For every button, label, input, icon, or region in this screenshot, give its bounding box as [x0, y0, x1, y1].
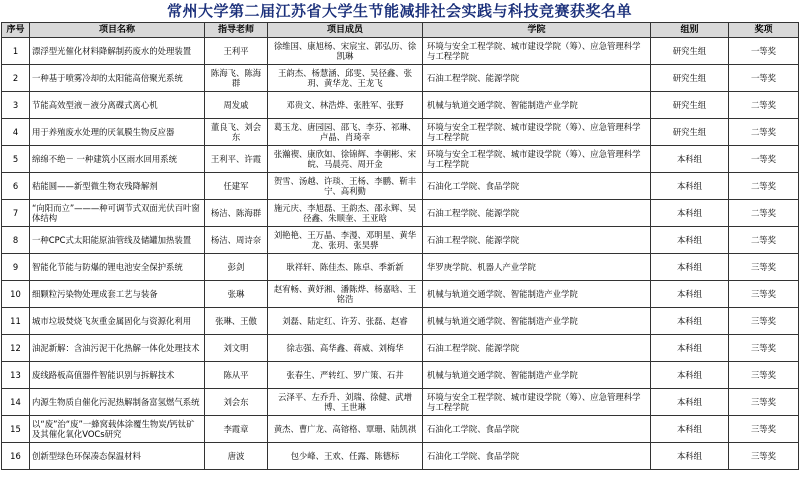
- cell-seq: 5: [2, 146, 30, 173]
- table-header-row: [2, 23, 799, 38]
- cell-seq: 15: [2, 416, 30, 443]
- table-row: [2, 65, 799, 92]
- cell-project-name: 智能化节能与防爆的锂电池安全保护系统: [30, 254, 205, 281]
- table-row: [2, 389, 799, 416]
- cell-seq: 16: [2, 443, 30, 470]
- cell-award: 三等奖: [729, 281, 799, 308]
- cell-award: 三等奖: [729, 416, 799, 443]
- cell-college: 石油工程学院、能源学院: [423, 200, 651, 227]
- cell-teacher: 陈海飞、陈海群: [205, 65, 268, 92]
- cell-seq: 2: [2, 65, 30, 92]
- cell-college: 石油工程学院、能源学院: [423, 65, 651, 92]
- cell-award: 三等奖: [729, 335, 799, 362]
- cell-project-name: 节能高效型液－液分离碟式离心机: [30, 92, 205, 119]
- header-group: 组别: [651, 23, 729, 38]
- cell-group: 本科组: [651, 443, 729, 470]
- table-row: [2, 254, 799, 281]
- cell-members: 贺雪、汤越、许琰、王杨、李鹏、靳丰宁、高利勤: [268, 173, 423, 200]
- cell-seq: 12: [2, 335, 30, 362]
- cell-members: 云泽平、左乔升、刘瑞、徐健、武增博、王世琳: [268, 389, 423, 416]
- cell-members: 包少峰、王欢、任露、陈德标: [268, 443, 423, 470]
- cell-award: 二等奖: [729, 119, 799, 146]
- cell-teacher: 董良飞、刘会东: [205, 119, 268, 146]
- table-row: [2, 146, 799, 173]
- cell-members: 张瀚禊、康欣如、徐锦辉、李朝彬、宋皖、马晨亮、周开金: [268, 146, 423, 173]
- header-college: 学院: [423, 23, 651, 38]
- cell-project-name: 细颗粒污染物处理成套工艺与装备: [30, 281, 205, 308]
- table-row: [2, 200, 799, 227]
- cell-award: 二等奖: [729, 92, 799, 119]
- cell-project-name: 创新型绿色环保凑态保温材料: [30, 443, 205, 470]
- cell-members: 张春生、严转红、罗广策、石井: [268, 362, 423, 389]
- cell-group: 本科组: [651, 389, 729, 416]
- cell-group: 本科组: [651, 200, 729, 227]
- cell-group: 本科组: [651, 173, 729, 200]
- cell-project-name: 以“废”治“废”一蜂窝载体涂覆生物炭/钙钛矿及其催化氧化VOCs研究: [30, 416, 205, 443]
- cell-project-name: 油泥新解：含油污泥干化热解一体化处理技术: [30, 335, 205, 362]
- cell-seq: 13: [2, 362, 30, 389]
- cell-award: 二等奖: [729, 173, 799, 200]
- cell-group: 本科组: [651, 308, 729, 335]
- cell-members: 刘艳艳、王万晶、李漫、邓明星、黄华龙、张玥、张昊骅: [268, 227, 423, 254]
- header-seq: 序号: [2, 23, 30, 38]
- cell-college: 机械与轨道交通学院、智能制造产业学院: [423, 362, 651, 389]
- cell-college: 环境与安全工程学院、城市建设学院（筹）、应急管理科学与工程学院: [423, 119, 651, 146]
- cell-group: 研究生组: [651, 65, 729, 92]
- cell-project-name: 废线路板高值器件智能识别与拆解技术: [30, 362, 205, 389]
- cell-award: 三等奖: [729, 443, 799, 470]
- header-award: 奖项: [729, 23, 799, 38]
- page-title: 常州大学第二届江苏省大学生节能减排社会实践与科技竞赛获奖名单: [166, 2, 632, 20]
- cell-teacher: 刘文明: [205, 335, 268, 362]
- cell-seq: 10: [2, 281, 30, 308]
- cell-award: 一等奖: [729, 38, 799, 65]
- cell-teacher: 任建军: [205, 173, 268, 200]
- cell-members: 徐志强、高华鑫、蒋威、刘梅华: [268, 335, 423, 362]
- cell-college: 石油化工学院、食品学院: [423, 173, 651, 200]
- header-project-name: 项目名称: [30, 23, 205, 38]
- cell-seq: 9: [2, 254, 30, 281]
- cell-award: 三等奖: [729, 254, 799, 281]
- cell-group: 本科组: [651, 254, 729, 281]
- cell-members: 徐维国、康旭杨、宋宸宝、郭弘历、徐凯琳: [268, 38, 423, 65]
- cell-college: 机械与轨道交通学院、智能制造产业学院: [423, 308, 651, 335]
- cell-project-name: 城市垃圾焚烧飞灰重金属固化与资源化利用: [30, 308, 205, 335]
- cell-group: 研究生组: [651, 119, 729, 146]
- header-teacher: 指导老师: [205, 23, 268, 38]
- cell-teacher: 王利平: [205, 38, 268, 65]
- cell-college: 机械与轨道交通学院、智能制造产业学院: [423, 281, 651, 308]
- cell-members: 黄杰、曹广龙、高镕格、覃珊、陆凯祺: [268, 416, 423, 443]
- cell-award: 二等奖: [729, 227, 799, 254]
- cell-teacher: 杨洁、周诗奈: [205, 227, 268, 254]
- cell-group: 本科组: [651, 335, 729, 362]
- cell-seq: 8: [2, 227, 30, 254]
- cell-college: 环境与安全工程学院、城市建设学院（筹）、应急管理科学与工程学院: [423, 146, 651, 173]
- table-row: [2, 173, 799, 200]
- cell-group: 研究生组: [651, 92, 729, 119]
- cell-college: 石油化工学院、食品学院: [423, 416, 651, 443]
- cell-teacher: 李霞章: [205, 416, 268, 443]
- cell-members: 耿祥轩、陈佳杰、陈卓、季新新: [268, 254, 423, 281]
- cell-project-name: 一种CPC式太阳能原油管线及储罐加热装置: [30, 227, 205, 254]
- cell-teacher: 张琳: [205, 281, 268, 308]
- cell-seq: 7: [2, 200, 30, 227]
- table-row: [2, 38, 799, 65]
- award-table: [1, 22, 799, 470]
- cell-college: 华罗庚学院、机器人产业学院: [423, 254, 651, 281]
- cell-seq: 3: [2, 92, 30, 119]
- table-row: [2, 308, 799, 335]
- cell-college: 石油化工学院、食品学院: [423, 443, 651, 470]
- table-row: [2, 281, 799, 308]
- cell-college: 石油工程学院、能源学院: [423, 227, 651, 254]
- cell-group: 本科组: [651, 416, 729, 443]
- cell-group: 本科组: [651, 146, 729, 173]
- cell-seq: 6: [2, 173, 30, 200]
- cell-seq: 4: [2, 119, 30, 146]
- cell-project-name: 漂浮型光催化材料降解制药废水的处理装置: [30, 38, 205, 65]
- cell-project-name: 秸能圆——新型微生物农残降解剂: [30, 173, 205, 200]
- cell-teacher: 王利平、许霞: [205, 146, 268, 173]
- cell-members: 邓贵文、林浩烨、张胜军、张野: [268, 92, 423, 119]
- cell-project-name: 一种基于喷雾冷却的太阳能高倍聚光系统: [30, 65, 205, 92]
- header-members: 项目成员: [268, 23, 423, 38]
- cell-members: 刘磊、陆定红、许芳、张磊、赵睿: [268, 308, 423, 335]
- cell-teacher: 杨洁、陈海群: [205, 200, 268, 227]
- cell-members: 施元庆、李旭磊、王韵杰、邵永辉、吴径鑫、朱顺奎、王亚晗: [268, 200, 423, 227]
- cell-college: 环境与安全工程学院、城市建设学院（筹）、应急管理科学与工程学院: [423, 38, 651, 65]
- cell-seq: 14: [2, 389, 30, 416]
- cell-seq: 1: [2, 38, 30, 65]
- cell-award: 三等奖: [729, 389, 799, 416]
- cell-members: 葛玉龙、唐园园、邵飞、李芬、祁琳、卢晶、肖琦幸: [268, 119, 423, 146]
- cell-group: 本科组: [651, 227, 729, 254]
- cell-college: 机械与轨道交通学院、智能制造产业学院: [423, 92, 651, 119]
- table-row: [2, 119, 799, 146]
- cell-teacher: 陈从平: [205, 362, 268, 389]
- cell-project-name: “向阳而立”———种可调节式双面光伏百叶窗体结构: [30, 200, 205, 227]
- table-row: [2, 362, 799, 389]
- cell-teacher: 张琳、王傲: [205, 308, 268, 335]
- cell-group: 本科组: [651, 362, 729, 389]
- cell-project-name: 用于养殖废水处理的厌氧膜生物反应器: [30, 119, 205, 146]
- cell-award: 三等奖: [729, 308, 799, 335]
- table-row: [2, 335, 799, 362]
- cell-teacher: 唐波: [205, 443, 268, 470]
- cell-project-name: 内源生物质自催化污泥热解制备富氢燃气系统: [30, 389, 205, 416]
- cell-members: 赵宥畅、黄妤湘、潘陈烨、杨嘉晗、王铭浩: [268, 281, 423, 308]
- table-row: [2, 227, 799, 254]
- cell-group: 研究生组: [651, 38, 729, 65]
- cell-seq: 11: [2, 308, 30, 335]
- cell-award: 三等奖: [729, 362, 799, 389]
- cell-project-name: 绵绵不绝－ 一种建筑小区雨水回用系统: [30, 146, 205, 173]
- cell-teacher: 周发戚: [205, 92, 268, 119]
- table-row: [2, 92, 799, 119]
- cell-award: 二等奖: [729, 200, 799, 227]
- cell-award: 一等奖: [729, 146, 799, 173]
- cell-group: 本科组: [651, 281, 729, 308]
- cell-college: 石油工程学院、能源学院: [423, 335, 651, 362]
- table-row: [2, 416, 799, 443]
- cell-teacher: 刘会东: [205, 389, 268, 416]
- table-row: [2, 443, 799, 470]
- cell-teacher: 彭剑: [205, 254, 268, 281]
- cell-award: 一等奖: [729, 65, 799, 92]
- cell-college: 环境与安全工程学院、城市建设学院（筹）、应急管理科学与工程学院: [423, 389, 651, 416]
- cell-members: 王韵杰、杨慧涵、邱雯、吴径鑫、张玥、黄华龙、王龙飞: [268, 65, 423, 92]
